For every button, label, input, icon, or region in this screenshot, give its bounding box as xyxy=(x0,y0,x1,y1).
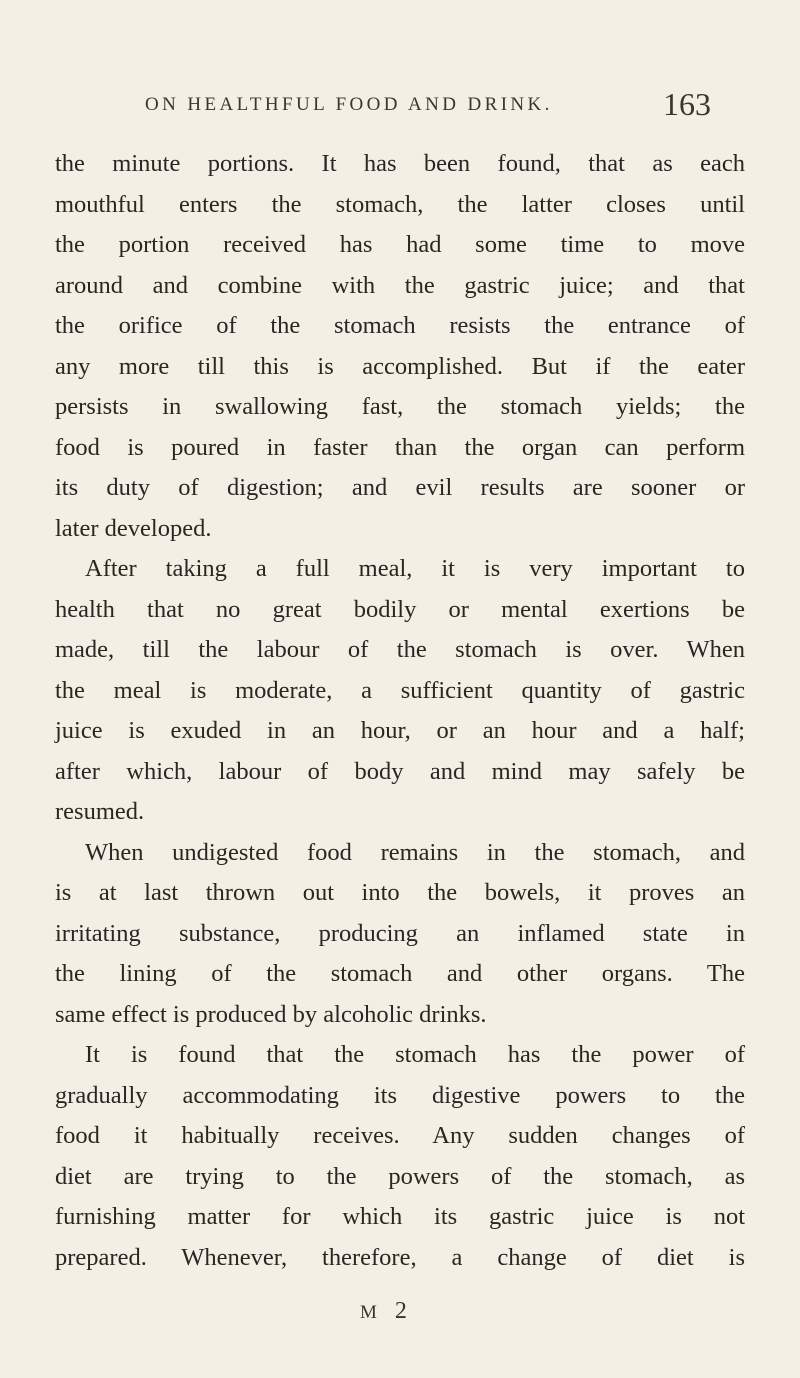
signature-number: 2 xyxy=(394,1298,413,1324)
text-line: irritating substance, producing an inflamed state in xyxy=(55,919,745,947)
body-text xyxy=(55,144,745,1278)
page-number: 163 xyxy=(663,86,711,122)
text-line: It is found that the stomach has the power of xyxy=(85,1041,745,1068)
text-line: any more till this is accomplished. But if the eater xyxy=(55,352,745,380)
text-line: same effect is produced by alcoholic drinks. xyxy=(55,1000,487,1028)
signature-letter: M xyxy=(360,1302,383,1323)
text-line: health that no great bodily or mental exertions be xyxy=(55,595,745,623)
text-line: juice is exuded in an hour, or an hour and a half; xyxy=(55,717,745,744)
text-line: gradually accommodating its digestive powers to the xyxy=(55,1081,745,1109)
text-line: the portion received has had some time to move xyxy=(55,231,745,258)
text-line: after which, labour of body and mind may safely be xyxy=(55,757,745,785)
text-line: After taking a full meal, it is very important to xyxy=(85,555,745,582)
text-line: the minute portions. It has been found, that as each xyxy=(55,150,745,177)
running-title: ON HEALTHFUL FOOD AND DRINK. xyxy=(145,94,553,115)
text-line: food is poured in faster than the organ can perform xyxy=(55,433,745,461)
text-line: is at last thrown out into the bowels, it proves an xyxy=(55,879,745,906)
text-line: its duty of digestion; and evil results are sooner or xyxy=(55,474,745,501)
text-line: made, till the labour of the stomach is over. When xyxy=(55,636,745,663)
text-line: the lining of the stomach and other organs. The xyxy=(55,960,745,987)
text-line: persists in swallowing fast, the stomach yields; the xyxy=(55,393,745,420)
running-head xyxy=(0,86,800,132)
text-line: mouthful enters the stomach, the latter closes until xyxy=(55,190,745,218)
text-line: furnishing matter for which its gastric juice is not xyxy=(55,1203,745,1230)
text-line: diet are trying to the powers of the stomach, as xyxy=(55,1162,745,1190)
text-line: around and combine with the gastric juice; and that xyxy=(55,271,745,299)
text-line: prepared. Whenever, therefore, a change of diet is xyxy=(55,1243,745,1271)
text-line: the orifice of the stomach resists the entrance of xyxy=(55,312,745,339)
text-line: When undigested food remains in the stomach, and xyxy=(85,838,745,866)
text-line: the meal is moderate, a sufficient quantity of gastric xyxy=(55,676,745,704)
text-line: later developed. xyxy=(55,514,212,542)
printer-signature xyxy=(360,1298,413,1325)
text-line: resumed. xyxy=(55,798,145,825)
text-line: food it habitually receives. Any sudden changes of xyxy=(55,1122,745,1149)
